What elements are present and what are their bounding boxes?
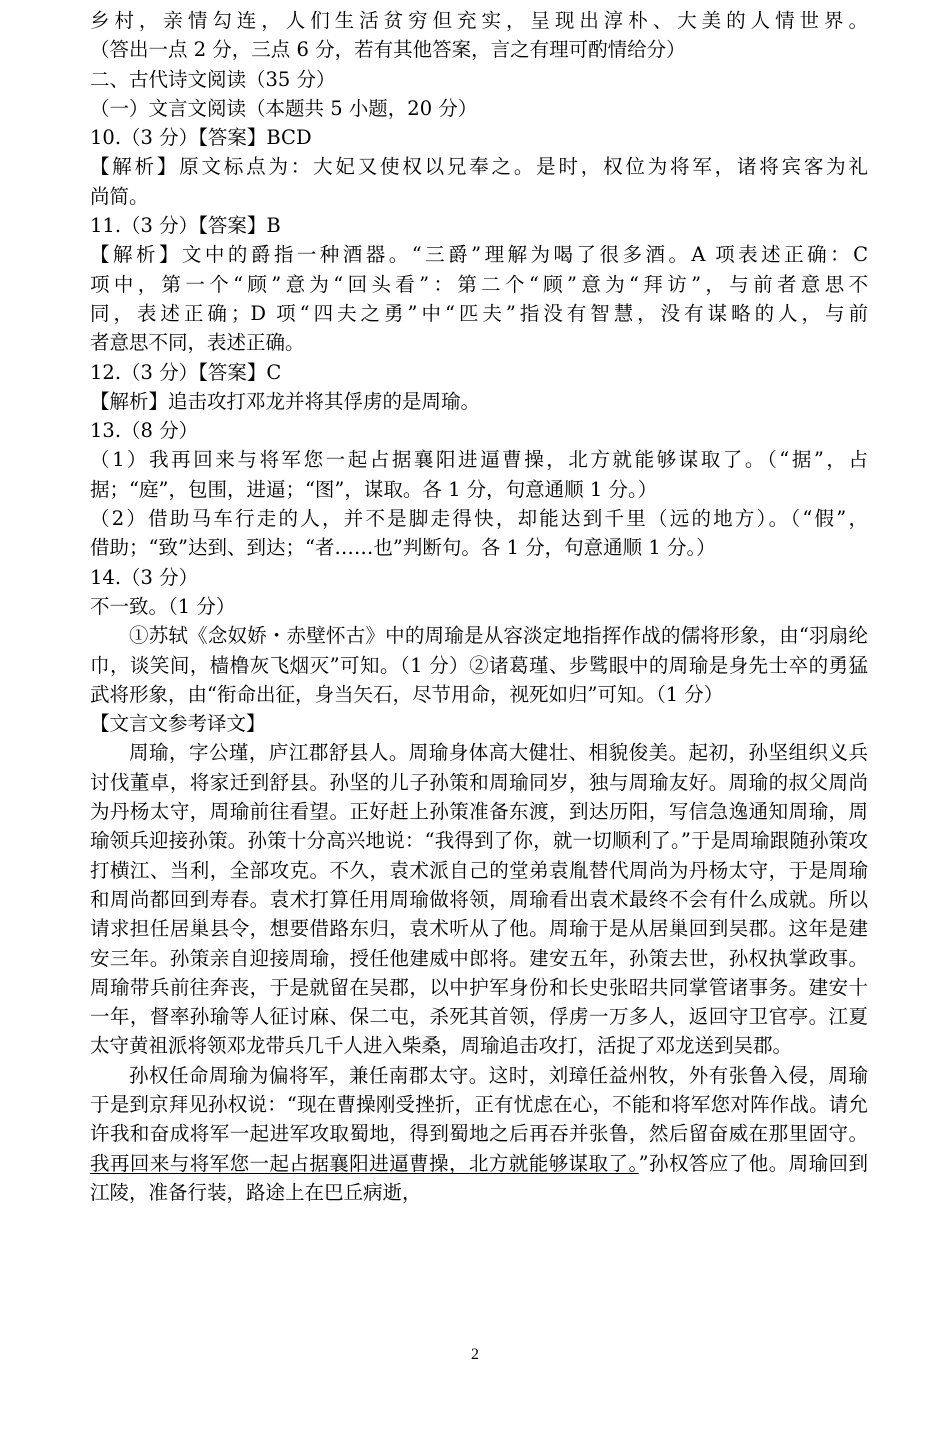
translation-text: 孙权任命周瑜为偏将军，兼任南郡太守。这时，刘璋任益州牧，外有张鲁入侵，周瑜于是到京拜见孙权说：“现在曹操刚受挫折，正有忧虑在心，不能和将军您对阵作战。请允许我和奋成将军一起进军攻取蜀地，得到蜀地之后再吞并张鲁，然后留奋威在那里固守。: [90, 1063, 868, 1146]
text-line: 【解析】文中的爵指一种酒器。“三爵”理解为喝了很多酒。A 项表述正确：C: [90, 243, 868, 267]
text-line: （1）我再回来与将军您一起占据襄阳进逼曹操，北方就能够谋取了。（“据”，占: [90, 448, 868, 472]
question-answer: 12.（3 分）【答案】C: [90, 360, 282, 384]
text-line: （答出一点 2 分，三点 6 分，若有其他答案，言之有理可酌情给分）: [90, 38, 686, 62]
text-line: 据；“庭”，包围，进逼；“图”，谋取。各 1 分，句意通顺 1 分。）: [90, 477, 658, 501]
section-heading: 二、古代诗文阅读（35 分）: [90, 67, 336, 91]
text-line: 项中，第一个“顾”意为“回头看”：第二个“顾”意为“拜访”，与前者意思不: [90, 272, 868, 296]
translation-paragraph-2: [90, 1061, 868, 1207]
text-line: 不一致。（1 分）: [90, 594, 236, 618]
translation-paragraph-1: 周瑜，字公瑾，庐江郡舒县人。周瑜身体高大健壮、相貌俊美。起初，孙坚组织义兵讨伐董卓，将家迁到舒县。孙坚的儿子孙策和周瑜同岁，独与周瑜友好。周瑜的叔父周尚为丹杨太守，周瑜前往看望。正好赶上孙策准备东渡，到达历阳，写信急逸通知周瑜，周瑜领兵迎接孙策。孙策十分高兴地说：“我得到了你，就一切顺利了。”于是周瑜跟随孙策攻打横江、当利，全部攻克。不久，袁术派自己的堂弟袁胤替代周尚为丹杨太守，于是周瑜和周尚都回到寿春。袁术打算任用周瑜做将领，周瑜看出袁术最终不会有什么成就。所以请求担任居巢县令，想要借路东归，袁术听从了他。周瑜于是从居巢回到吴郡。这年是建安三年。孙策亲自迎接周瑜，授任他建威中郎将。建安五年，孙策去世，孙权执掌政事。周瑜带兵前往奔丧，于是就留在吴郡，以中护军身份和长史张昭共同掌管诸事务。建安十一年，督率孙瑜等人征讨麻、保二屯，杀死其首领，俘虏一万多人，返回守卫官亭。江夏太守黄祖派将领邓龙带兵几千人进入柴桑，周瑜追击攻打，活捉了邓龙送到吴郡。: [90, 741, 868, 1058]
translation-text: ”孙权答应了他。周瑜回到江陵，准备行装，路途上在巴丘病逝，: [90, 1151, 868, 1204]
question-answer: 11.（3 分）【答案】B: [90, 214, 281, 238]
text-line: 【解析】原文标点为：大妃又使权以兄奉之。是时，权位为将军，诸将宾客为礼: [90, 155, 868, 179]
underlined-sentence: 我再回来与将军您一起占据襄阳进逼曹操，北方就能够谋取了。: [90, 1151, 639, 1175]
page-number: 2: [471, 1346, 479, 1363]
text-line: 【解析】追击攻打邓龙并将其俘虏的是周瑜。: [90, 389, 481, 413]
q14-analysis-paragraph: ①苏轼《念奴娇・赤壁怀古》中的周瑜是从容淡定地指挥作战的儒将形象，由“羽扇纶巾，谈笑间，樯橹灰飞烟灭”可知。（1 分）②诸葛瑾、步骘眼中的周瑜是身先士卒的勇猛武将形象，由“衔命出征，身当矢石，尽节用命，视死如归”可知。（1 分）: [90, 624, 868, 706]
question-answer: 10.（3 分）【答案】BCD: [90, 126, 312, 150]
question-answer: 14.（3 分）: [90, 565, 199, 589]
text-line: 借助；“致”达到、到达；“者……也”判断句。各 1 分，句意通顺 1 分。）: [90, 536, 716, 560]
text-line: 者意思不同，表述正确。: [90, 331, 305, 355]
text-line: 乡村，亲情勾连，人们生活贫穷但充实，呈现出淳朴、大美的人情世界。: [90, 9, 868, 32]
translation-heading: 【文言文参考译文】: [90, 712, 266, 736]
question-answer: 13.（8 分）: [90, 419, 199, 443]
answer-key-page: [90, 6, 868, 1207]
text-line: 尚简。: [90, 184, 149, 208]
subsection-heading: （一）文言文阅读（本题共 5 小题，20 分）: [90, 96, 478, 120]
text-line: 同，表述正确；D 项“四夫之勇”中“匹夫”指没有智慧，没有谋略的人，与前: [90, 301, 868, 325]
text-line: （2）借助马车行走的人，并不是脚走得快，却能达到千里（远的地方）。（“假”，: [90, 507, 868, 531]
